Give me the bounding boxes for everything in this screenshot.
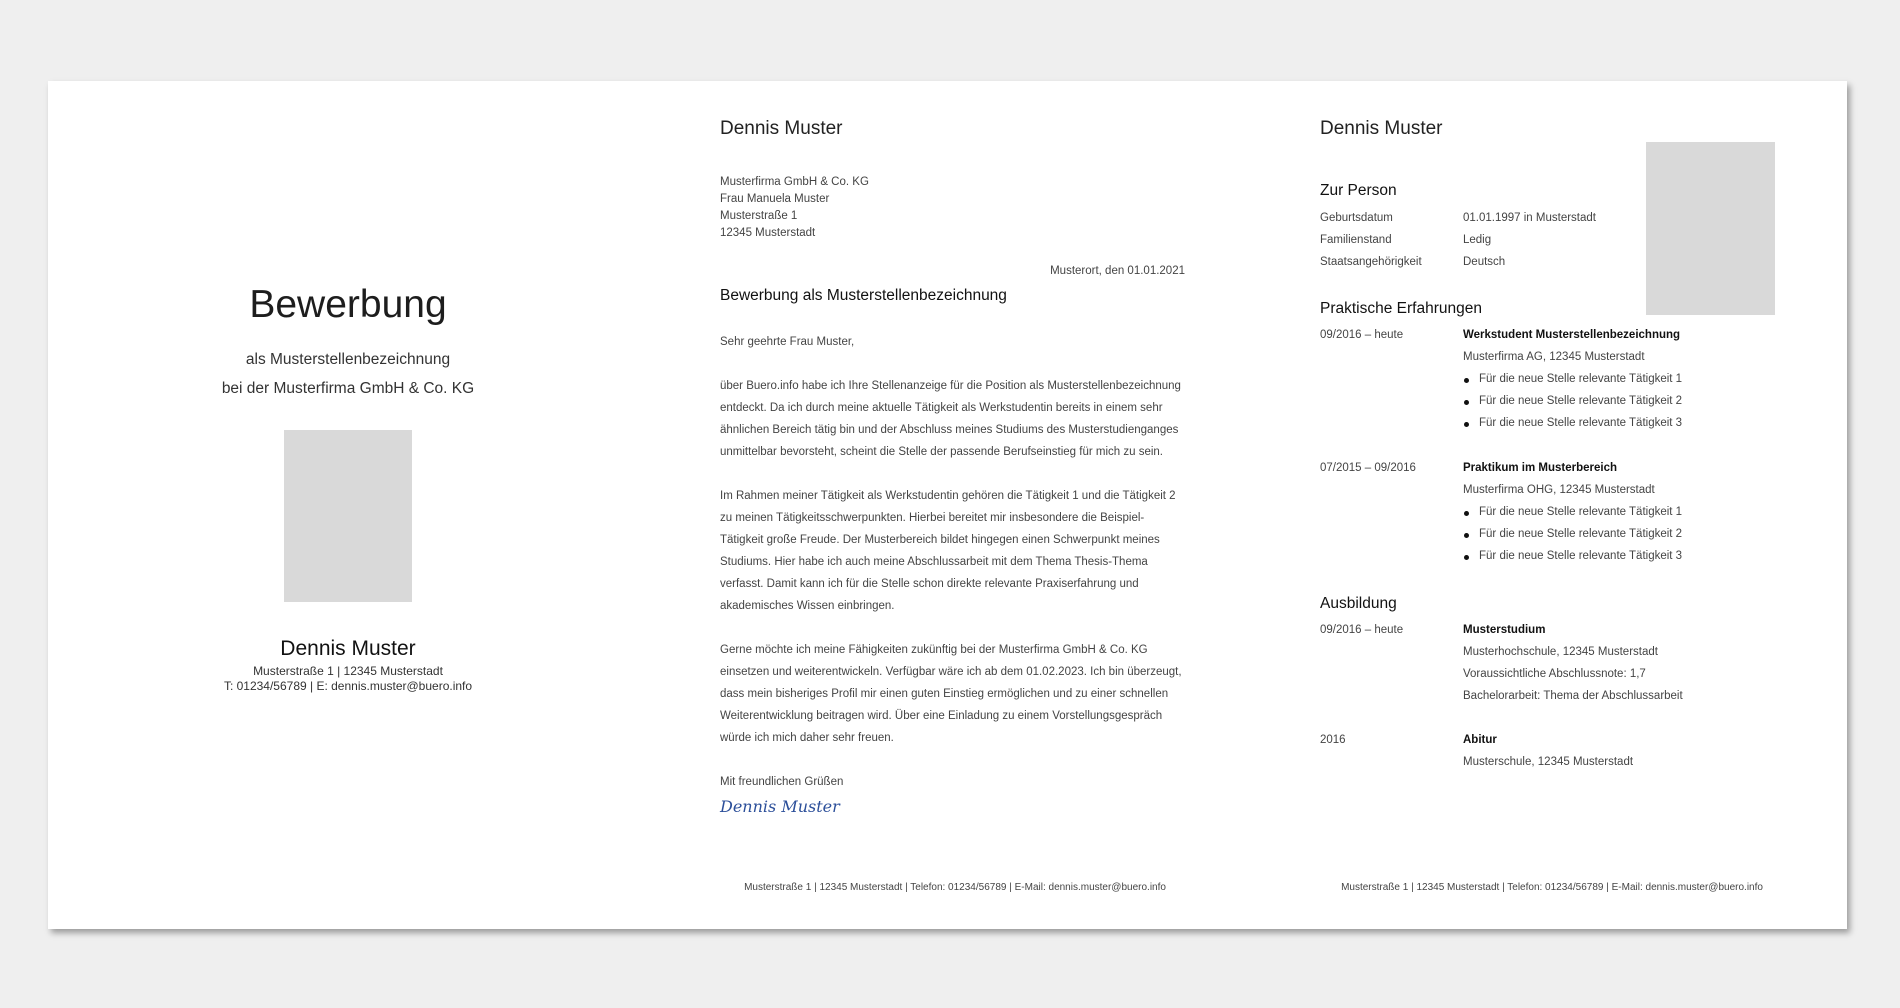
cover-letter-page: [720, 81, 1250, 929]
experience-task: Für die neue Stelle relevante Tätigkeit 2: [1479, 528, 1683, 540]
experience-task: Für die neue Stelle relevante Tätigkeit 1: [1479, 373, 1683, 385]
experience-task: Für die neue Stelle relevante Tätigkeit 3: [1479, 417, 1683, 429]
cv-page: [1320, 81, 1847, 929]
place-date: Musterort, den 01.01.2021: [1050, 265, 1185, 277]
education-period: 2016: [1320, 734, 1346, 746]
cover-photo-placeholder: [284, 430, 412, 602]
person-value: Deutsch: [1463, 256, 1506, 268]
recipient-city: 12345 Musterstadt: [720, 227, 816, 239]
letter-subject: Bewerbung als Musterstellenbezeichnung: [720, 287, 1007, 304]
section-title-experience: Praktische Erfahrungen: [1320, 300, 1482, 317]
cover-subtitle-position: als Musterstellenbezeichnung: [245, 351, 451, 368]
experience-task: Für die neue Stelle relevante Tätigkeit 3: [1479, 550, 1683, 562]
section-title-education: Ausbildung: [1320, 595, 1397, 612]
recipient-company: Musterfirma GmbH & Co. KG: [720, 176, 869, 188]
cover-address: Musterstraße 1 | 12345 Musterstadt: [253, 664, 443, 678]
cover-subtitle-company: bei der Musterfirma GmbH & Co. KG: [221, 380, 475, 397]
letter-footer: Musterstraße 1 | 12345 Musterstadt | Telefon: 01234/56789 | E-Mail: dennis.muster@buero.info: [744, 882, 1166, 893]
letter-paragraph: über Buero.info habe ich Ihre Stellenanzeige für die Position als Musterstellenbezeichnung entdeckt. Da ich durch meine aktuelle Tätigkeit als Werkstudentin bereits in einem sehr ähnlichen Bereich tätig bin und der Abschluss meines Studiums des Musterstudienganges unmittelbar bevorsteht, scheint die Stelle der passende Berufseinstieg für mich zu sein.: [720, 380, 1181, 458]
letter-closing: Mit freundlichen Grüßen: [720, 776, 844, 788]
education-title: Musterstudium: [1463, 624, 1546, 636]
person-label: Staatsangehörigkeit: [1320, 256, 1422, 268]
recipient-block: [720, 174, 869, 242]
experience-company: Musterfirma OHG, 12345 Musterstadt: [1463, 484, 1655, 496]
letter-body: [720, 331, 1185, 816]
section-title-person: Zur Person: [1320, 182, 1397, 199]
education-period: 09/2016 – heute: [1320, 624, 1404, 636]
education-title: Abitur: [1463, 734, 1497, 746]
experience-role: Werkstudent Musterstellenbezeichnung: [1463, 329, 1681, 341]
person-label: Geburtsdatum: [1320, 212, 1393, 224]
person-value: Ledig: [1463, 234, 1492, 246]
experience-period: 07/2015 – 09/2016: [1320, 462, 1416, 474]
cover-page: [48, 81, 648, 929]
experience-task: Für die neue Stelle relevante Tätigkeit 1: [1479, 506, 1683, 518]
cover-title: Bewerbung: [249, 283, 447, 326]
cover-name: Dennis Muster: [280, 637, 416, 660]
document-sheet: [48, 81, 1847, 929]
recipient-street: Musterstraße 1: [720, 210, 798, 222]
letter-paragraph: Gerne möchte ich meine Fähigkeiten zukünftig bei der Musterfirma GmbH & Co. KG einsetzen und weiterentwickeln. Verfügbar wäre ich ab dem 01.02.2023. Ich bin überzeugt, dass mein bisheriges Profil mir einen guten Einstieg ermöglichen und zu einer schnellen Weiterentwicklung beitragen wird. Über eine Einladung zu einem Vorstellungsgespräch würde ich mich daher sehr freuen.: [720, 644, 1182, 744]
education-detail: Musterschule, 12345 Musterstadt: [1463, 756, 1634, 768]
letter-sender-name: Dennis Muster: [720, 118, 843, 139]
recipient-person: Frau Manuela Muster: [720, 193, 830, 205]
cv-footer: Musterstraße 1 | 12345 Musterstadt | Telefon: 01234/56789 | E-Mail: dennis.muster@buero.info: [1341, 882, 1763, 893]
experience-role: Praktikum im Musterbereich: [1463, 462, 1618, 474]
letter-salutation: Sehr geehrte Frau Muster,: [720, 336, 855, 348]
person-label: Familienstand: [1320, 234, 1392, 246]
person-value: 01.01.1997 in Musterstadt: [1463, 212, 1596, 224]
education-detail: Musterhochschule, 12345 Musterstadt: [1463, 646, 1658, 658]
cv-name: Dennis Muster: [1320, 118, 1443, 139]
experience-company: Musterfirma AG, 12345 Musterstadt: [1463, 351, 1645, 363]
cv-photo-placeholder: [1646, 142, 1775, 315]
experience-period: 09/2016 – heute: [1320, 329, 1404, 341]
letter-signature: Dennis Muster: [720, 797, 840, 816]
education-detail: Voraussichtliche Abschlussnote: 1,7: [1463, 668, 1646, 680]
cover-contact: T: 01234/56789 | E: dennis.muster@buero.info: [223, 679, 473, 693]
experience-task: Für die neue Stelle relevante Tätigkeit 2: [1479, 395, 1683, 407]
education-detail: Bachelorarbeit: Thema der Abschlussarbeit: [1463, 690, 1683, 702]
letter-paragraph: Im Rahmen meiner Tätigkeit als Werkstudentin gehören die Tätigkeit 1 und die Tätigkeit 2 zu meinen Tätigkeitsschwerpunkten. Hierbei bereitet mir insbesondere die Beispiel-Tätigkeit große Freude. Der Musterbereich bildet hingegen einen Schwerpunkt meines Studiums. Hier habe ich auch meine Abschlussarbeit mit dem Thema Thesis-Thema verfasst. Damit kann ich für die Stelle schon direkte relevante Praxiserfahrung und akademisches Wissen einbringen.: [720, 490, 1176, 612]
